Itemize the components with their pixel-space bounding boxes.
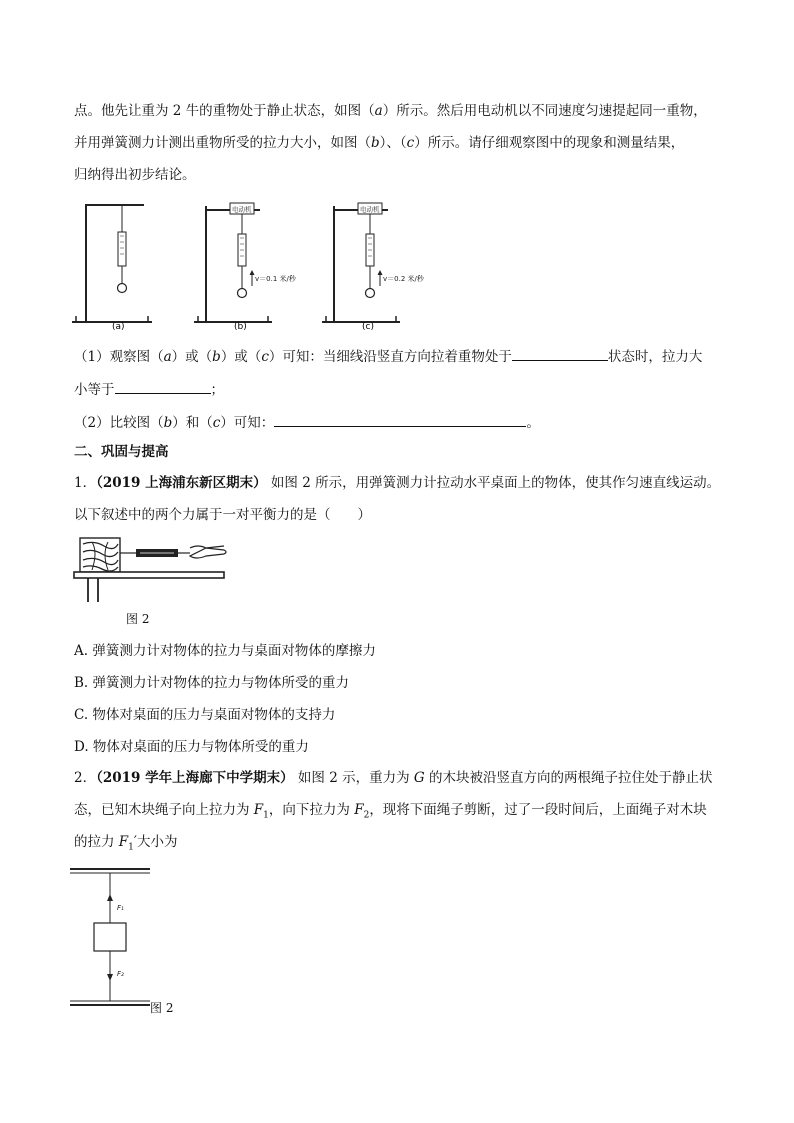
figure-p1-table-block	[74, 532, 240, 602]
p1-option-b[interactable]: B. 弹簧测力计对物体的拉力与物体所受的重力	[74, 675, 350, 691]
q1-line-2: 小等于 ；	[74, 378, 224, 400]
answer-blank-force[interactable]	[115, 378, 211, 394]
intro-line-3: 归纳得出初步结论。	[74, 167, 196, 183]
answer-blank-conclusion[interactable]	[274, 411, 526, 427]
svg-text:电动机: 电动机	[360, 205, 380, 214]
p1-figure-caption: 图 2	[126, 612, 150, 626]
q1-line-1: （1）观察图（a）或（b）或（c）可知：当细线沿竖直方向拉着重物处于 状态时，拉力大	[74, 345, 702, 367]
figure-c	[320, 198, 424, 332]
p1-option-c[interactable]: C. 物体对桌面的压力与桌面对物体的支持力	[74, 707, 336, 723]
p2-line-3: 的拉力 $F_1'$大小为	[74, 834, 178, 853]
figure-b	[192, 198, 296, 332]
answer-blank-state[interactable]	[512, 345, 608, 361]
p2-line-1: 2．（2019 学年上海廊下中学期末） 如图 2 示，重力为 G 的木块被沿竖直方向的两根绳子拉住处于静止状	[74, 770, 713, 786]
hand-icon	[190, 546, 226, 558]
p1-line-1: 1．（2019 上海浦东新区期末） 如图 2 所示，用弹簧测力计拉动水平桌面上的物体，使其作匀速直线运动。	[74, 475, 721, 491]
caption-b: (b)	[234, 322, 247, 332]
q2-line: （2）比较图（b）和（c）可知： 。	[74, 411, 540, 433]
label-f1: F₁	[117, 904, 124, 912]
svg-text:电动机: 电动机	[232, 205, 252, 214]
label-f2: F₂	[117, 970, 124, 978]
figure-p2-block-ropes	[70, 866, 160, 1016]
wood-block	[94, 923, 126, 951]
p2-figure-caption: 图 2	[150, 1001, 174, 1015]
p1-option-d[interactable]: D. 物体对桌面的压力与物体所受的重力	[74, 739, 309, 755]
intro-line-1: 点。他先让重为 2 牛的重物处于静止状态，如图（a）所示。然后用电动机以不同速度匀速提起同一重物，	[74, 103, 707, 119]
speed-label-b: v＝0.1 米/秒	[255, 275, 296, 283]
up-arrow-icon	[107, 894, 113, 901]
figure-a	[72, 198, 152, 332]
section-heading: 二、巩固与提高	[74, 444, 169, 460]
caption-a: (a)	[112, 322, 125, 332]
caption-c: (c)	[362, 322, 374, 332]
speed-label-c: v＝0.2 米/秒	[383, 275, 424, 283]
intro-line-2: 并用弹簧测力计测出重物所受的拉力大小，如图（b）、（c）所示。请仔细观察图中的现象和测量结果，	[74, 135, 685, 151]
down-arrow-icon	[107, 974, 113, 981]
p1-option-a[interactable]: A. 弹簧测力计对物体的拉力与桌面对物体的摩擦力	[74, 643, 376, 659]
p2-line-2: 态，已知木块绳子向上拉力为 $F_1$，向下拉力为 $F_2$，现将下面绳子剪断，过了一段时间后，上面绳子对木块	[74, 802, 707, 821]
p1-line-2: 以下叙述中的两个力属于一对平衡力的是（ ）	[74, 507, 371, 523]
